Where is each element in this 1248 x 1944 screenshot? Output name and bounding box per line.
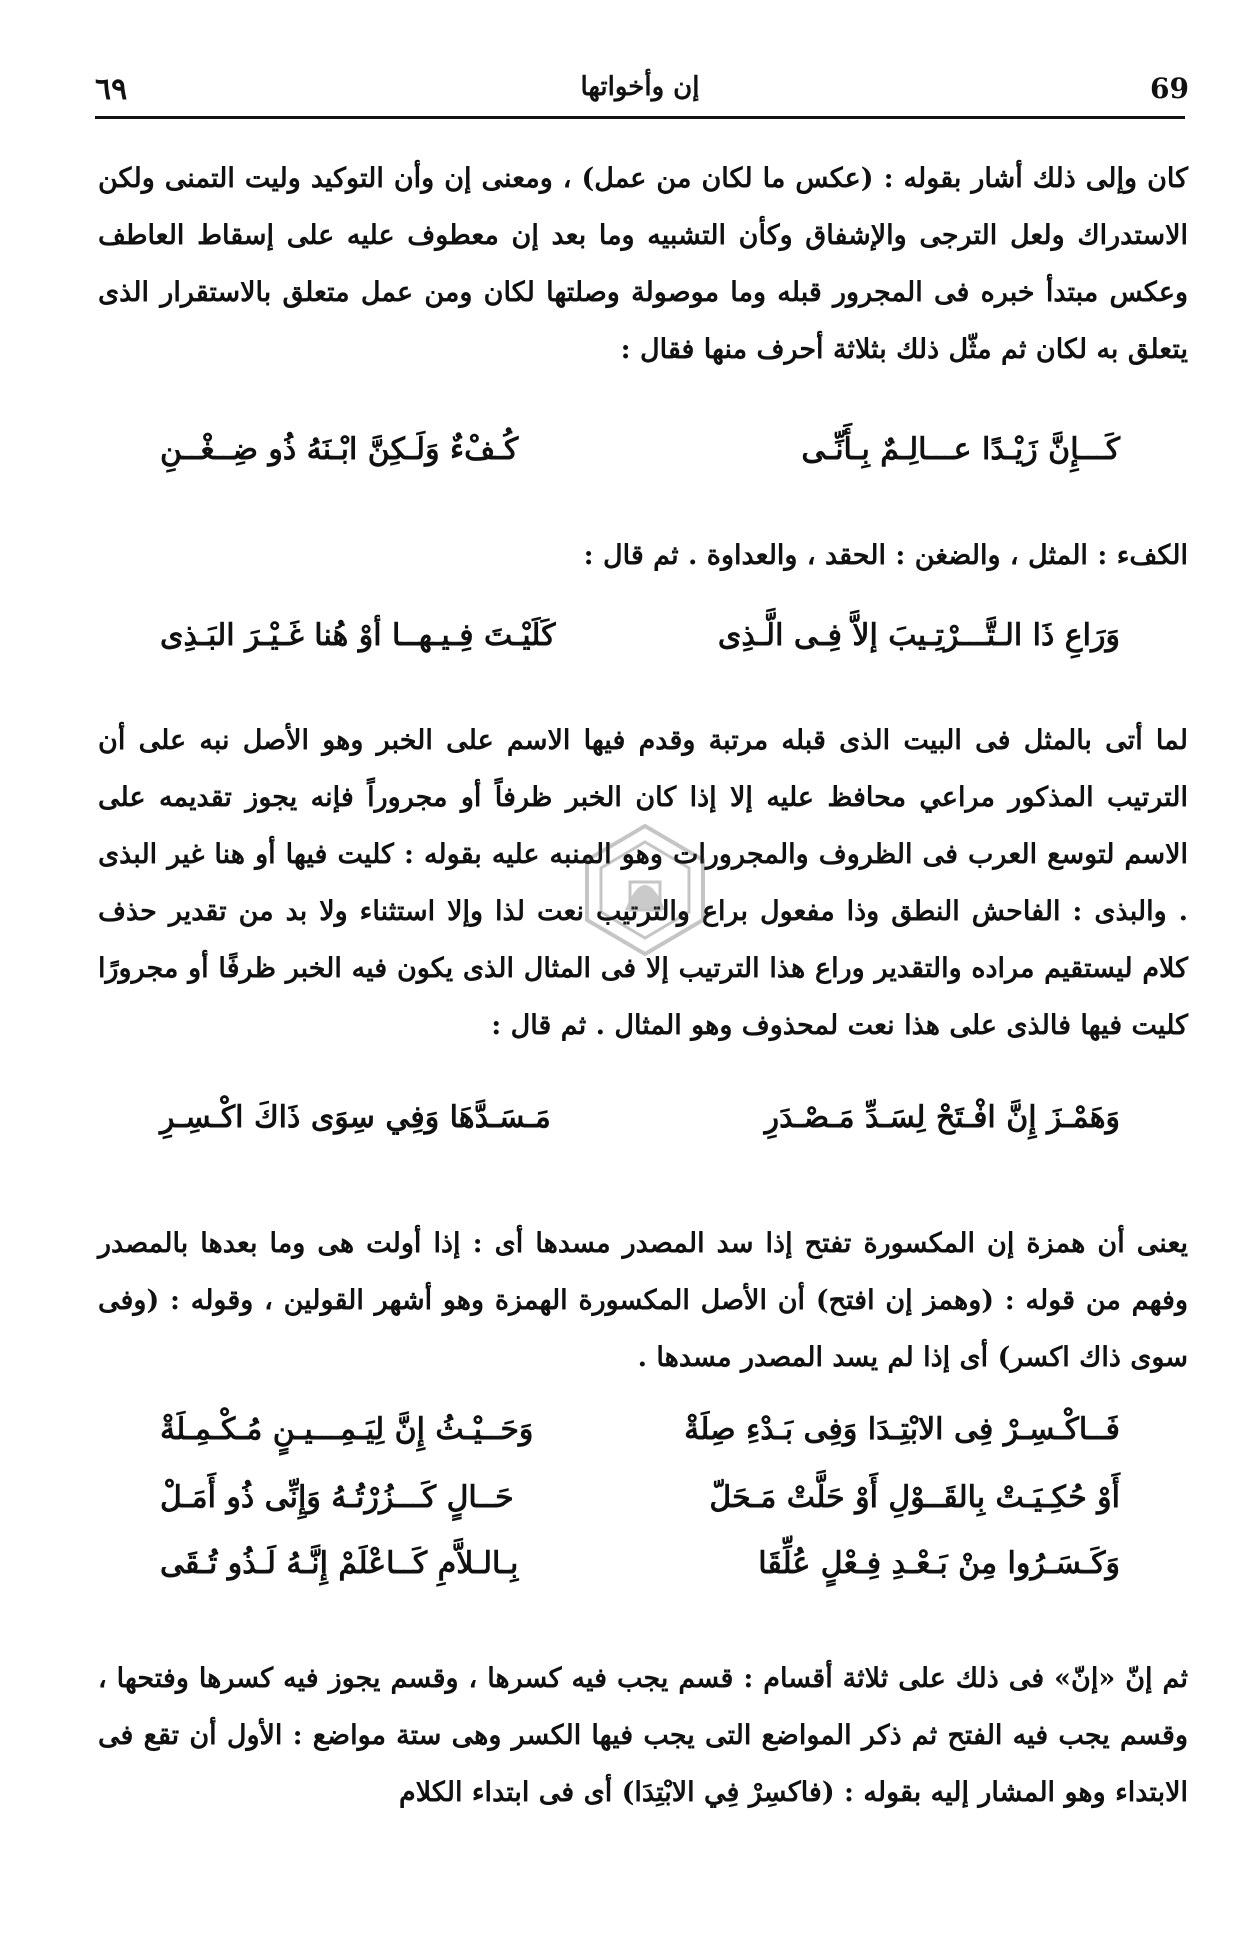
verse-1-second-hemistich: كُـفْءٌ وَلَـكِنَّ ابْـنَهُ ذُو ضِــغْــنِ bbox=[160, 432, 519, 467]
verse-4-second-hemistich: وَحَــيْـثُ إِنَّ لِيَـمِـــيـنٍ مُـكْـمِـلَةْ bbox=[160, 1412, 534, 1447]
paragraph-3: لما أتى بالمثل فى البيت الذى قبله مرتبة وقدم فيها الاسم على الخبر وهو الأصل نبه على أن الترتيب المذكور مراعي محافظ عليه إلا إذا كان الخبر ظرفاً أو مجروراً فإنه يجوز تقديمه على الاسم لتوسع العرب فى الظروف والمجرورات وهو المنبه عليه بقوله : كليت فيها أو هنا غير البذى . والبذى : الفاحش النطق وذا مفعول براع والترتيب نعت لذا وإلا استثناء ولا بد من تقدير حذف كلام ليستقيم مراده والتقدير وراع هذا الترتيب إلا فى المثال الذى يكون فيه الخبر ظرفًا أو مجرورًا كليت فيها فالذى على هذا نعت لمحذوف وهو المثال . ثم قال : bbox=[98, 725, 1188, 1041]
page-number: 69 bbox=[1150, 72, 1189, 105]
library-stamp-watermark bbox=[575, 820, 715, 960]
running-title: إن وأخواتها bbox=[580, 72, 700, 102]
verse-6-first-hemistich: وَكَـسَـرُوا مِنْ بَـعْـدِ فِـعْلٍ عُلِّقَا bbox=[758, 1546, 1120, 1581]
verse-5-second-hemistich: حَــالٍ كَـــزُرْتُـهُ وَإِنِّى ذُو أَمَـلْ bbox=[160, 1480, 514, 1515]
verse-3-second-hemistich: مَـسَـدَّهَا وَفِي سِوَى ذَاكَ اكْـسِـرِ bbox=[160, 1100, 551, 1135]
verse-1-first-hemistich: كَـــإِنَّ زَيْـدًا عـــالِـمٌ بِـأَنِّـى bbox=[801, 432, 1120, 467]
verse-3-first-hemistich: وَهَمْـزَ إِنَّ افْـتَحْ لِسَـدِّ مَـصْـدَرِ bbox=[764, 1100, 1120, 1135]
paragraph-1: كان وإلى ذلك أشار بقوله : (عكس ما لكان من عمل) ، ومعنى إن وأن التوكيد وليت التمنى ولكن الاستدراك ولعل الترجى والإشفاق وكأن التشبيه وما بعد إن معطوف عليه على إسقاط العاطف وعكس مبتدأ خبره فى المجرور قبله وما موصولة وصلتها لكان ومن عمل متعلق بالاستقرار الذى يتعلق به لكان ثم مثّل ذلك بثلاثة أحرف منها فقال : bbox=[98, 163, 1188, 365]
page-number-arabic: ٦٩ bbox=[95, 72, 128, 107]
header-rule bbox=[95, 116, 1185, 119]
paragraph-4: يعنى أن همزة إن المكسورة تفتح إذا سد المصدر مسدها أى : إذا أولت هى وما بعدها بالمصدر وفهم من قوله : (وهمز إن افتح) أن الأصل المكسورة الهمزة وهو أشهر القولين ، وقوله : (وفى سوى ذاك اكسر) أى إذا لم يسد المصدر مسدها . bbox=[98, 1228, 1188, 1373]
paragraph-5: ثم إنّ «إنّ» فى ذلك على ثلاثة أقسام : قسم يجب فيه كسرها ، وقسم يجوز فيه كسرها وفتحها ، وقسم يجب فيه الفتح ثم ذكر المواضع التى يجب فيها الكسر وهى ستة مواضع : الأول أن تقع فى الابتداء وهو المشار إليه بقوله : (فاكسِرْ فِي الابْتِدَا) أى فى ابتداء الكلام bbox=[98, 1663, 1188, 1808]
verse-2-second-hemistich: كَلَيْـتَ فِـيـهــا أوْ هُنا غَـيْـرَ البَـذِى bbox=[160, 618, 556, 653]
page-header bbox=[95, 72, 1189, 122]
verse-4-first-hemistich: فَــاكْـسِـرْ فِى الابْتِـدَا وَفِى بَـدْءِ صِلَةْ bbox=[684, 1412, 1120, 1447]
paragraph-2: الكفء : المثل ، والضغن : الحقد ، والعداوة . ثم قال : bbox=[583, 540, 1188, 571]
verse-6-second-hemistich: بِـالـلاَّمِ كَــاعْلَمْ إِنَّـهُ لَـذُو تُـقَى bbox=[160, 1546, 519, 1581]
verse-5-first-hemistich: أَوْ حُكِـيَـتْ بِالقَــوْلِ أَوْ حَلَّتْ مَـحَلّ bbox=[709, 1480, 1120, 1515]
verse-2-first-hemistich: وَرَاعِ ذَا الـتَّـــرْتِـيبَ إلاَّ فِـى الَّـذِى bbox=[717, 618, 1120, 653]
